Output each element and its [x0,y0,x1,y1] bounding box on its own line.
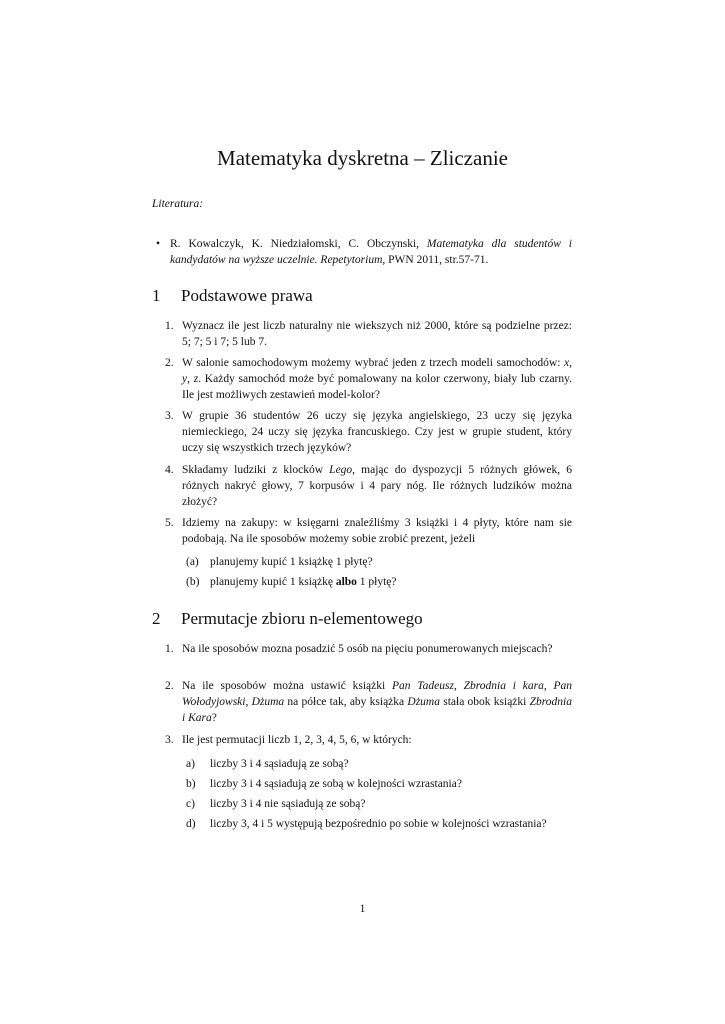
item-number: 3. [165,410,174,422]
item-text: Na ile sposobów można ustawić książki [182,680,392,692]
sub-item-text: liczby 3 i 4 sąsiadują ze sobą? [210,758,349,770]
math-var: y [182,373,188,385]
item-text: Ile jest permutacji liczb 1, 2, 3, 4, 5, 6, w których: [182,734,412,746]
item-text: , [569,357,572,369]
sub-item-marker: a) [186,758,195,770]
item-text: Składamy ludziki z klocków [182,464,330,476]
sub-item-text: liczby 3, 4 i 5 występują bezpośrednio po sobie w kolejności wzrastania? [210,818,547,830]
sub-item [186,796,572,812]
math-var: z [193,373,199,385]
list-item [165,318,572,350]
book-title: Zbrodnia i Kara [182,696,572,724]
list-item [165,678,573,726]
sub-item-text: planujemy kupić 1 książkę 1 płytę? [210,556,373,568]
section-title: Podstawowe prawa [181,286,313,305]
item-text: W grupie 36 studentów 26 uczy się języka angielskiego, 23 uczy się języka niemieckiego, 24 uczy się języka francuskiego. Czy jest w grupie student, który uczy się wszystkich trzech języków? [182,410,572,454]
section-title: Permutacje zbioru n-elementowego [181,609,423,628]
item-text: W salonie samochodowym możemy wybrać jeden z trzech modeli samochodów: [182,357,565,369]
item-text: . Każdy samochód może być pomalowany na kolor czerwony, biały lub czarny. Ile jest możliwych zestawień model-kolor? [182,373,573,401]
section-heading-1 [152,286,313,306]
reference-publisher: , PWN 2011, str.57-71. [382,254,489,266]
sub-item [186,574,572,590]
sub-item-marker: b) [186,778,196,790]
list-item [165,732,572,748]
sub-item [186,554,572,570]
item-number: 1. [165,320,174,332]
sub-item [186,756,572,772]
item-number: 2. [165,680,174,692]
list-item [165,462,572,510]
list-item [165,515,572,547]
page-title: Matematyka dyskretna – Zliczanie [217,146,508,170]
book-title: Dżuma [407,696,440,708]
section-number: 2 [152,609,161,628]
sub-item-text: 1 płytę? [356,576,397,588]
item-number: 5. [165,517,174,529]
item-text: Idziemy na zakupy: w księgarni znaleźliśmy 3 książki i 4 płyty, które nam sie podobają. Na ile sposobów możemy sobie zrobić prezent, jeżeli [182,517,572,545]
reference-item [156,236,572,268]
item-text: na półce tak, aby książka [284,696,408,708]
sub-item [186,816,572,832]
item-text: stała obok książki [439,696,530,708]
list-item [165,641,572,657]
item-text: Wyznacz ile jest liczb naturalny nie wiekszych niż 2000, które są podzielne przez: 5; 7; 5 i 7; 5 lub 7. [182,320,572,348]
sub-item-text: liczby 3 i 4 nie sąsiadują ze sobą? [210,798,366,810]
math-var: x [564,357,570,369]
item-text: , mając do dyspozycji 5 różnych główek, 6 różnych nakryć głowy, 7 korpusów i 4 pary nóg. Ile różnych ludzików można złożyć? [182,464,572,508]
list-item [165,408,572,456]
book-titles: Pan Tadeusz, Zbrodnia i kara, Pan Wołodyjowski, Dżuma [182,680,573,708]
section-number: 1 [152,286,161,305]
sub-item-bold: albo [335,576,357,588]
sub-item-text: planujemy kupić 1 książkę [210,576,336,588]
sub-item-marker: (b) [186,576,200,588]
item-number: 4. [165,464,174,476]
sub-item-marker: (a) [186,556,199,568]
item-text: , [187,373,194,385]
bullet-icon: • [156,238,161,250]
item-number: 1. [165,643,174,655]
sub-item-text: liczby 3 i 4 sąsiadują ze sobą w kolejności wzrastania? [210,778,462,790]
sub-item-marker: d) [186,818,196,830]
reference-book-title: Matematyka dla studentów i kandydatów na wyższe uczelnie. Repetytorium [170,238,572,266]
section-heading-2 [152,609,423,629]
item-number: 2. [165,357,174,369]
list-item [165,355,573,403]
item-number: 3. [165,734,174,746]
item-text: Na ile sposobów mozna posadzić 5 osób na pięciu ponumerowanych miejscach? [182,643,553,655]
sub-item-marker: c) [186,798,195,810]
page-number: 1 [359,903,366,915]
sub-item [186,776,572,792]
item-text: ? [211,712,217,724]
literature-label: Literatura: [152,198,204,210]
reference-authors: R. Kowalczyk, K. Niedziałomski, C. Obczynski, [170,238,427,250]
item-text-italic: Lego [329,464,353,476]
